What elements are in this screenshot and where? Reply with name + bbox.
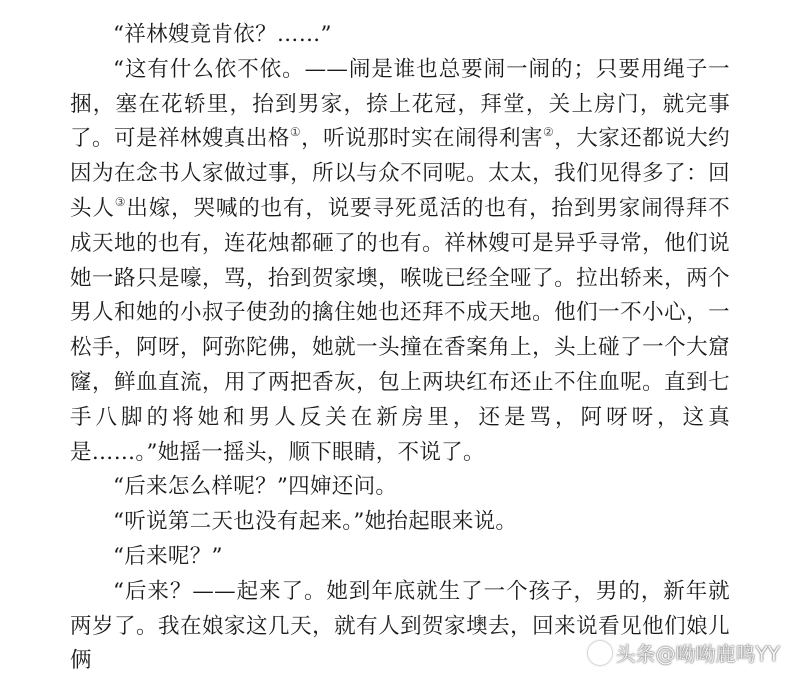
paragraph-text: 出嫁，哭喊的也有，说要寻死觅活的也有，抬到男家闹得拜不成天地的也有，连花烛都砸了的也有。祥林嫂可是异乎寻常，他们说她一路只是嚎，骂，抬到贺家墺，喉咙已经全哑了。拉出轿来，两个男人和她的小叔子使劲的擒住她也还拜不成天地。他们一不小心，一松手，阿呀，阿弥陀佛，她就一头撞在香案角上，头上碰了一个大窟窿，鲜血直流，用了两把香灰，包上两块红布还止不住血呢。直到七手八脚的将她和男人反关在新房里，还是骂，阿呀呀，这真是……。”她摇一摇头，顺下眼睛，不说了。 <box>70 195 730 465</box>
paragraph <box>70 505 730 540</box>
footnote-marker-1[interactable]: ① <box>289 125 302 140</box>
paragraph-text: “后来怎么样呢？”四婶还问。 <box>113 474 398 500</box>
toutiao-logo-icon <box>588 641 612 665</box>
paragraph <box>70 470 730 505</box>
footnote-marker-2[interactable]: ② <box>543 125 555 140</box>
paragraph-text: “这有什么依不依。——闹是谁也总要闹一闹的；只要用绳子一捆，塞在花轿里，抬到男家，捺上花冠，拜堂，关上房门，就完事了。可是祥林嫂真出格 <box>70 56 730 152</box>
paragraph-text: ，听说那时实在闹得利害 <box>301 126 544 152</box>
paragraph-text: “后来呢？” <box>113 543 223 569</box>
body-text <box>70 18 730 679</box>
paragraph <box>70 18 730 53</box>
paragraph-text: “祥林嫂竟肯依？……” <box>113 22 332 47</box>
paragraph-text: “后来？——起来了。她到年底就生了一个孩子，男的，新年就两岁了。我在娘家这几天，就有人到贺家墺去，回来说看见他们娘儿俩 <box>70 578 730 674</box>
paragraph <box>70 540 730 575</box>
paragraph-text: “听说第二天也没有起来。”她抬起眼来说。 <box>113 509 518 535</box>
watermark-text: 头条@呦呦鹿鸣YY <box>615 642 780 666</box>
paragraph <box>70 53 730 471</box>
watermark <box>588 638 780 667</box>
footnote-marker-3[interactable]: ③ <box>114 194 127 209</box>
paragraph-text: ，大家还都说大约因为在念书人家做过事，所以与众不同呢。太太，我们见得多了：回头人 <box>70 126 730 221</box>
